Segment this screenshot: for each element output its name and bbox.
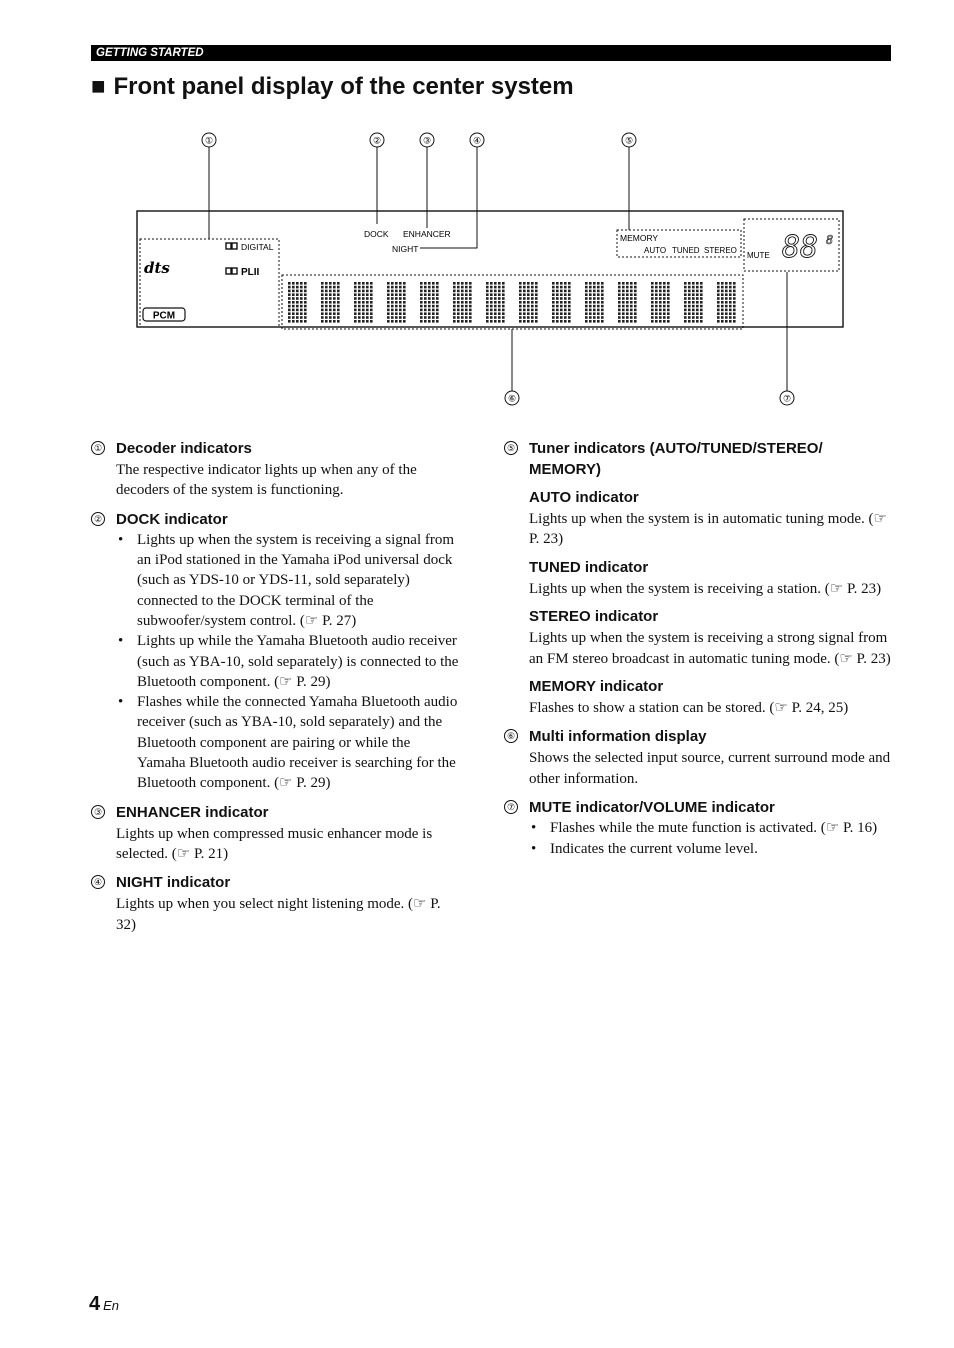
item-body: The respective indicator lights up when any of the decoders of the system is functioning. bbox=[116, 462, 417, 499]
dot-matrix-char bbox=[585, 282, 604, 323]
page-title bbox=[91, 70, 574, 104]
item-number: ② bbox=[91, 512, 105, 526]
section-label: GETTING STARTED bbox=[96, 47, 204, 59]
item-title: DOCK indicator bbox=[116, 510, 228, 528]
pcm-label: PCM bbox=[152, 310, 176, 322]
item-number: ⑦ bbox=[504, 800, 518, 814]
volume-digit-small: 8 bbox=[826, 233, 834, 247]
item-night-indicator bbox=[91, 872, 461, 935]
sub-heading-auto: AUTO indicator bbox=[529, 489, 639, 506]
pcm-indicator bbox=[143, 308, 185, 322]
item-body: Lights up when compressed music enhancer mode is selected. (☞ P. 21) bbox=[116, 825, 433, 863]
callout-1-label: ① bbox=[204, 135, 214, 146]
item-dock-indicator bbox=[91, 509, 461, 794]
item-title: Decoder indicators bbox=[116, 440, 252, 457]
sub-body-auto: Lights up when the system is in automatic tuning mode. (☞ P. 23) bbox=[529, 511, 887, 548]
item-body: Shows the selected input source, current surround mode and other information. bbox=[529, 750, 891, 787]
callout-5 bbox=[622, 133, 636, 147]
sub-heading-memory: MEMORY indicator bbox=[529, 678, 664, 696]
front-panel-diagram bbox=[0, 120, 954, 420]
section-header-bar bbox=[91, 45, 891, 61]
leader-lines bbox=[209, 147, 787, 391]
dot-matrix-char bbox=[717, 282, 736, 323]
callout-4 bbox=[470, 133, 484, 147]
callout-5-label: ⑤ bbox=[624, 135, 634, 146]
dot-matrix-char bbox=[321, 282, 340, 323]
callout-1 bbox=[202, 133, 216, 147]
stereo-indicator: STEREO bbox=[704, 246, 737, 255]
dot-matrix-char bbox=[288, 282, 307, 323]
dolby-digital-indicator bbox=[226, 242, 274, 252]
item-title: ENHANCER indicator bbox=[116, 803, 269, 821]
callout-2-label: ② bbox=[372, 135, 382, 146]
item-number: ① bbox=[91, 441, 105, 455]
dot-matrix-char bbox=[552, 282, 571, 323]
dts-logo: dts bbox=[144, 259, 170, 277]
enhancer-indicator: ENHANCER bbox=[403, 229, 451, 239]
bullet-item: • Indicates the current volume level. bbox=[529, 839, 894, 859]
bullet-item: • Flashes while the connected Yamaha Bluetooth audio receiver (such as YBA-10, sold separately) and the Bluetooth component are pairing or while the Yamaha Bluetooth audio receiver is searching for the Bluetooth component. (☞ P. 29) bbox=[116, 692, 461, 793]
title-marker: ■ bbox=[91, 73, 106, 100]
dot-matrix-char bbox=[453, 282, 472, 323]
item-number: ③ bbox=[91, 805, 105, 819]
callout-6-label: ⑥ bbox=[507, 393, 517, 404]
bullet-list bbox=[91, 530, 461, 794]
bullet-item: • Lights up when the system is receiving a signal from an iPod stationed in the Yamaha iPod universal dock (such as YDS-10 or YDS-11, sold separately) connected to the DOCK terminal of the subwoofer/system control. (☞ P. 27) bbox=[116, 530, 461, 631]
sub-heading-stereo: STEREO indicator bbox=[529, 608, 659, 626]
language-code: En bbox=[103, 1298, 120, 1313]
item-multi-information-display bbox=[504, 726, 894, 789]
callout-7-label: ⑦ bbox=[782, 393, 792, 404]
volume-digits: 88 bbox=[782, 230, 819, 265]
item-enhancer-indicator bbox=[91, 802, 461, 865]
item-title: Multi information display bbox=[529, 728, 707, 746]
item-heading bbox=[91, 872, 461, 893]
callout-6 bbox=[505, 391, 519, 405]
item-decoder-indicators bbox=[91, 438, 461, 501]
item-number: ④ bbox=[91, 875, 105, 889]
item-body: Lights up when you select night listening mode. (☞ P. 32) bbox=[116, 896, 441, 933]
sub-body-tuned: Lights up when the system is receiving a station. (☞ P. 23) bbox=[529, 580, 882, 597]
sub-heading-tuned: TUNED indicator bbox=[529, 558, 649, 576]
multi-info-dot-matrix bbox=[288, 282, 736, 323]
sub-body-memory: Flashes to show a station can be stored. (☞ P. 24, 25) bbox=[529, 700, 849, 717]
item-heading bbox=[91, 802, 461, 823]
dot-matrix-char bbox=[486, 282, 505, 323]
dock-indicator: DOCK bbox=[364, 229, 389, 239]
bullet-item: • Flashes while the mute function is activated. (☞ P. 16) bbox=[529, 818, 894, 838]
right-column bbox=[504, 438, 894, 867]
item-heading bbox=[504, 438, 894, 480]
item-tuner-indicators bbox=[504, 438, 894, 718]
dot-matrix-char bbox=[519, 282, 538, 323]
page-number: 4 bbox=[89, 1293, 101, 1315]
night-indicator: NIGHT bbox=[392, 244, 419, 254]
item-heading bbox=[91, 509, 461, 530]
item-title: Tuner indicators (AUTO/TUNED/STEREO/ MEMORY) bbox=[529, 440, 823, 478]
page-footer bbox=[89, 1293, 119, 1316]
dot-matrix-char bbox=[420, 282, 439, 323]
callout-3-label: ③ bbox=[422, 135, 432, 146]
prologic-indicator bbox=[226, 267, 260, 278]
item-title: MUTE indicator/VOLUME indicator bbox=[529, 799, 775, 817]
callout-2 bbox=[370, 133, 384, 147]
auto-indicator: AUTO bbox=[644, 246, 667, 255]
dot-matrix-char bbox=[354, 282, 373, 323]
dot-matrix-char bbox=[618, 282, 637, 323]
dolby-digital-label: DIGITAL bbox=[241, 242, 274, 252]
item-heading bbox=[504, 797, 894, 818]
item-title: NIGHT indicator bbox=[116, 874, 231, 892]
item-mute-volume-indicator bbox=[504, 797, 894, 859]
bullet-list bbox=[504, 818, 894, 859]
dot-matrix-char bbox=[387, 282, 406, 323]
bullet-item: • Lights up while the Yamaha Bluetooth audio receiver (such as YBA-10, sold separately) is connected to the Bluetooth component. (☞ P. 29) bbox=[116, 631, 461, 692]
item-number: ⑤ bbox=[504, 441, 518, 455]
prologic-label: PLII bbox=[241, 267, 260, 278]
dot-matrix-char bbox=[651, 282, 670, 323]
page-title-text: Front panel display of the center system bbox=[113, 73, 574, 100]
sub-body-stereo: Lights up when the system is receiving a strong signal from an FM stereo broadcast in automatic tuning mode. (☞ P. 23) bbox=[529, 630, 891, 667]
tuned-indicator: TUNED bbox=[672, 246, 700, 255]
mute-indicator: MUTE bbox=[747, 251, 770, 260]
item-heading bbox=[91, 438, 461, 459]
memory-indicator: MEMORY bbox=[620, 233, 659, 243]
multi-info-box bbox=[282, 275, 743, 329]
left-column bbox=[91, 438, 461, 943]
callout-7 bbox=[780, 391, 794, 405]
item-heading bbox=[504, 726, 894, 747]
callout-4-label: ④ bbox=[472, 135, 482, 146]
dot-matrix-char bbox=[684, 282, 703, 323]
callout-3 bbox=[420, 133, 434, 147]
item-number: ⑥ bbox=[504, 729, 518, 743]
